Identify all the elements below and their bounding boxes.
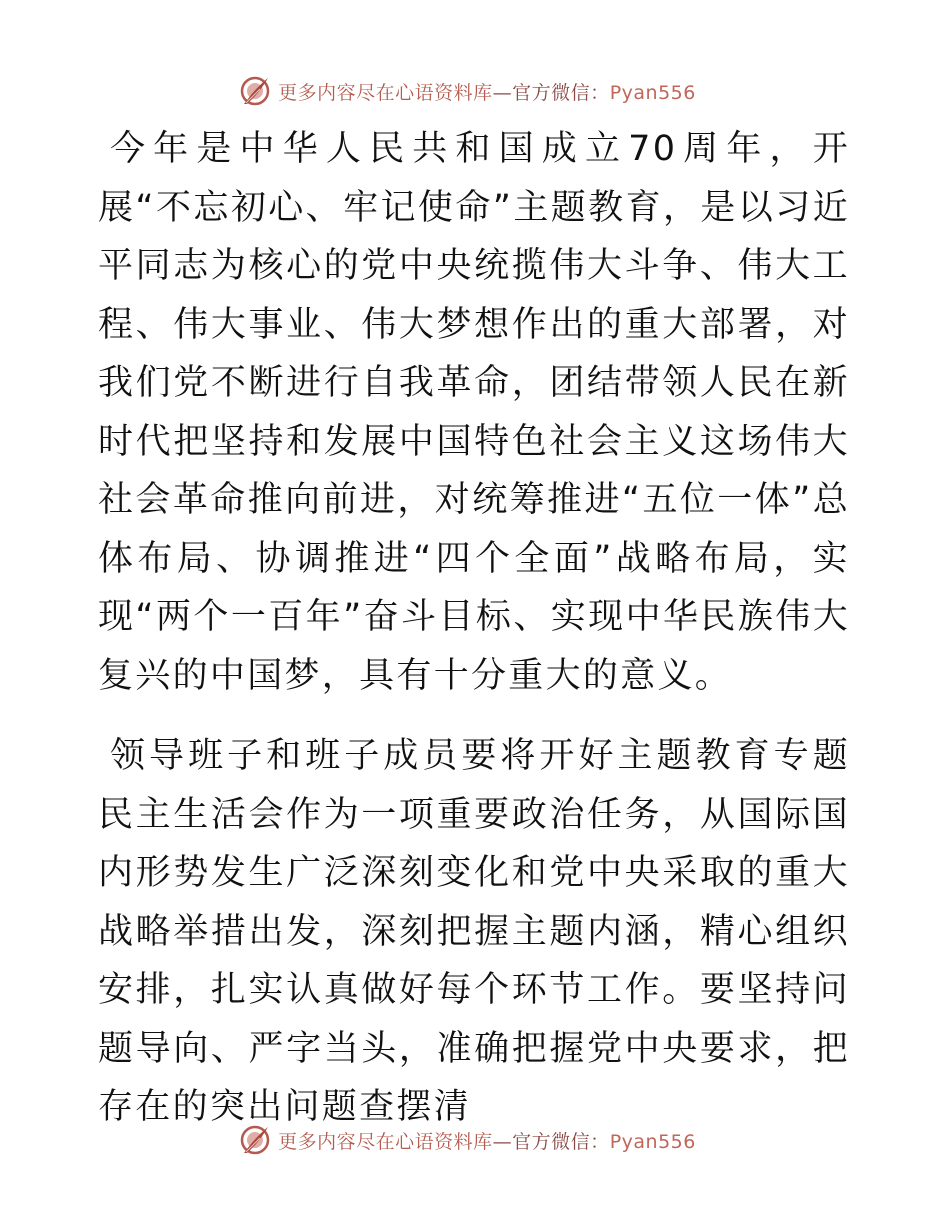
document-body <box>98 120 850 1137</box>
header-official-label: —官方微信： <box>492 81 610 104</box>
footer-brand-text: 更多内容尽在心语资料库 <box>278 1130 493 1153</box>
body-paragraph-1: 今年是中华人民共和国成立70周年，开展“不忘初心、牢记使命”主题教育，是以习近平同志为核心的党中央统揽伟大斗争、伟大工程、伟大事业、伟大梦想作出的重大部署，对我们党不断进行自我革命，团结带领人民在新时代把坚持和发展中国特色社会主义这场伟大社会革命推向前进，对统筹推进“五位一体”总体布局、协调推进“四个全面”战略布局，实现“两个一百年”奋斗目标、实现中华民族伟大复兴的中国梦，具有十分重大的意义。 <box>98 129 850 696</box>
body-paragraph-2: 领导班子和班子成员要将开好主题教育专题民主生活会作为一项重要政治任务，从国际国内形势发生广泛深刻变化和党中央采取的重大战略举措出发，深刻把握主题内涵，精心组织安排，扎实认真做好每个环节工作。要坚持问题导向、严字当头，准确把握党中央要求，把存在的突出问题查摆清 <box>98 736 850 1127</box>
header-brand-text: 更多内容尽在心语资料库 <box>278 81 493 104</box>
footer-wechat-id: Pyan556 <box>609 1130 696 1153</box>
footer-watermark-banner <box>0 1120 950 1160</box>
footer-watermark-text <box>278 1127 696 1154</box>
header-watermark-banner <box>0 71 950 111</box>
header-watermark-text <box>278 78 696 105</box>
footer-official-label: —官方微信： <box>492 1130 610 1153</box>
quill-logo-icon <box>238 1123 272 1157</box>
header-wechat-id: Pyan556 <box>609 81 696 104</box>
quill-logo-icon <box>238 74 272 108</box>
